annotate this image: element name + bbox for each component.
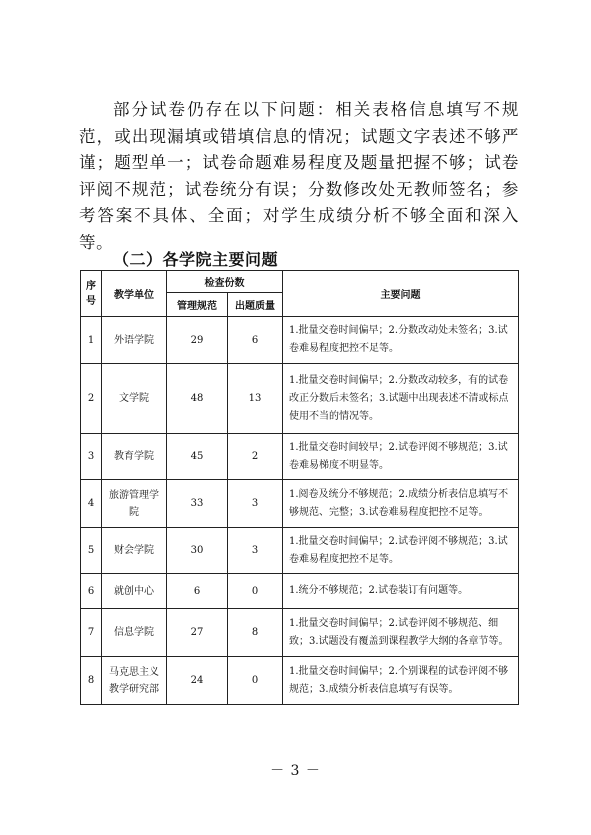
row-management: 24: [167, 657, 228, 705]
row-seq: 7: [81, 609, 102, 657]
row-unit: 旅游管理学院: [102, 480, 167, 528]
header-issues: 主要问题: [283, 271, 519, 317]
row-issues: 1.批量交卷时间较早；2.试卷评阅不够规范；3.试卷难易梯度不明显等。: [283, 434, 519, 480]
row-seq: 4: [81, 480, 102, 528]
row-management: 29: [167, 317, 228, 364]
issues-table: [80, 270, 519, 705]
row-unit: 外语学院: [102, 317, 167, 364]
page-number: － 3 －: [270, 763, 321, 779]
row-issues: 1.阅卷及统分不够规范；2.成绩分析表信息填写不够规范、完整；3.试卷难易程度把控不足等。: [283, 480, 519, 528]
header-quality: 出题质量: [228, 293, 283, 317]
row-seq: 8: [81, 657, 102, 705]
row-quality: 3: [228, 528, 283, 574]
row-seq: 3: [81, 434, 102, 480]
row-issues: 1.批量交卷时间偏早；2.试卷评阅不够规范、细致；3.试题没有覆盖到课程教学大纲的各章节等。: [283, 609, 519, 657]
row-issues: 1.批量交卷时间偏早；2.试卷评阅不够规范；3.试卷难易程度把控不足等。: [283, 528, 519, 574]
header-management: 管理规范: [167, 293, 228, 317]
row-issues: 1.批量交卷时间偏早；2.分数改动处未签名；3.试卷难易程度把控不足等。: [283, 317, 519, 364]
table-row: [81, 364, 519, 434]
row-quality: 0: [228, 574, 283, 609]
row-seq: 2: [81, 364, 102, 434]
header-unit: 教学单位: [102, 271, 167, 317]
row-quality: 2: [228, 434, 283, 480]
row-management: 30: [167, 528, 228, 574]
row-unit: 教育学院: [102, 434, 167, 480]
row-management: 6: [167, 574, 228, 609]
header-seq: 序号: [81, 271, 102, 317]
row-quality: 13: [228, 364, 283, 434]
row-management: 33: [167, 480, 228, 528]
table-row: [81, 528, 519, 574]
row-unit: 马克思主义教学研究部: [102, 657, 167, 705]
table-row: [81, 480, 519, 528]
table-row: [81, 657, 519, 705]
table-row: [81, 317, 519, 364]
row-unit: 就创中心: [102, 574, 167, 609]
header-counts-group: 检查份数: [167, 271, 283, 293]
row-issues: 1.统分不够规范；2.试卷装订有问题等。: [283, 574, 519, 609]
intro-paragraph: 部分试卷仍存在以下问题：相关表格信息填写不规范，或出现漏填或错填信息的情况；试题文字表述不够严谨；题型单一；试卷命题难易程度及题量把握不够；试卷评阅不规范；试卷统分有误；分数修改处无教师签名；参考答案不具体、全面；对学生成绩分析不够全面和深入等。: [79, 100, 519, 252]
row-issues: 1.批量交卷时间偏早；2.个别课程的试卷评阅不够规范；3.成绩分析表信息填写有误等。: [283, 657, 519, 705]
table-row: [81, 574, 519, 609]
row-seq: 6: [81, 574, 102, 609]
row-seq: 5: [81, 528, 102, 574]
row-unit: 文学院: [102, 364, 167, 434]
row-quality: 0: [228, 657, 283, 705]
row-seq: 1: [81, 317, 102, 364]
row-management: 48: [167, 364, 228, 434]
row-quality: 8: [228, 609, 283, 657]
row-management: 27: [167, 609, 228, 657]
section-heading: （二）各学院主要问题: [113, 250, 279, 269]
table-row: [81, 609, 519, 657]
row-quality: 3: [228, 480, 283, 528]
row-quality: 6: [228, 317, 283, 364]
row-unit: 信息学院: [102, 609, 167, 657]
row-issues: 1.批量交卷时间偏早；2.分数改动较多，有的试卷改正分数后未签名；3.试题中出现表述不清或标点使用不当的情况等。: [283, 364, 519, 434]
row-management: 45: [167, 434, 228, 480]
table-row: [81, 434, 519, 480]
row-unit: 财会学院: [102, 528, 167, 574]
